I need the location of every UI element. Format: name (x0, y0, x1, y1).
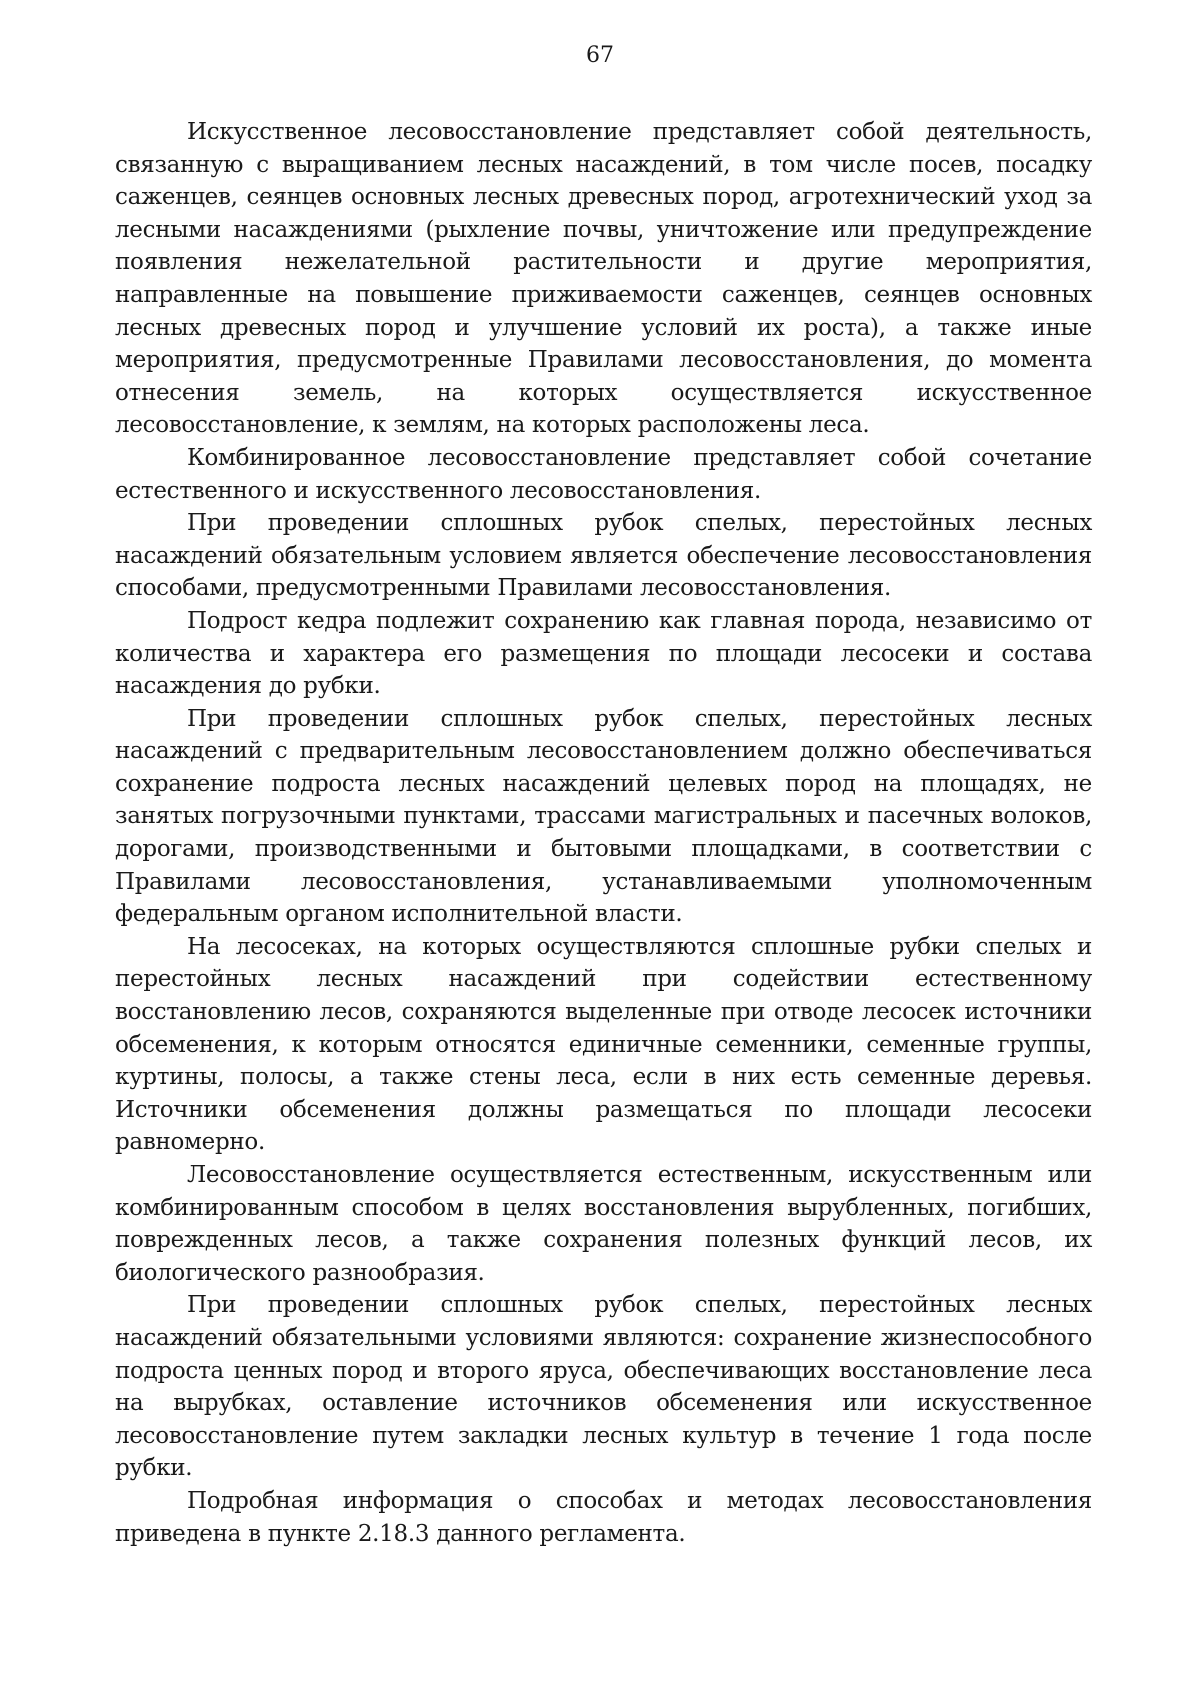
paragraph: Комбинированное лесовосстановление представляет собой сочетание естественного и искусственного лесовосстановления. (115, 444, 1092, 504)
paragraph: На лесосеках, на которых осуществляются сплошные рубки спелых и перестойных лесных насаждений при содействии естественному восстановлению лесов, сохраняются выделенные при отводе лесосек источники обсеменения, к которым относятся единичные семенники, семенные группы, куртины, полосы, а также стены леса, если в них есть семенные деревья. Источники обсеменения должны размещаться по площади лесосеки равномерно. (115, 933, 1092, 1156)
paragraph: При проведении сплошных рубок спелых, перестойных лесных насаждений с предварительным лесовосстановлением должно обеспечиваться сохранение подроста лесных насаждений целевых пород на площадях, не занятых погрузочными пунктами, трассами магистральных и пасечных волоков, дорогами, производственными и бытовыми площадками, в соответствии с Правилами лесовосстановления, устанавливаемыми уполномоченным федеральным органом исполнительной власти. (115, 705, 1092, 928)
page-number: 67 (586, 43, 614, 68)
paragraph: При проведении сплошных рубок спелых, перестойных лесных насаждений обязательными условиями являются: сохранение жизнеспособного подроста ценных пород и второго яруса, обеспечивающих восстановление леса на вырубках, оставление источников обсеменения или искусственное лесовосстановление путем закладки лесных культур в течение 1 года после рубки. (115, 1292, 1092, 1482)
paragraph: Лесовосстановление осуществляется естественным, искусственным или комбинированным способом в целях восстановления вырубленных, погибших, поврежденных лесов, а также сохранения полезных функций лесов, их биологического разнообразия. (115, 1162, 1092, 1286)
paragraph: Подрост кедра подлежит сохранению как главная порода, независимо от количества и характера его размещения по площади лесосеки и состава насаждения до рубки. (115, 607, 1092, 700)
body-text (115, 116, 1092, 1550)
paragraph: Подробная информация о способах и методах лесовосстановления приведена в пункте 2.18.3 данного регламента. (115, 1487, 1092, 1547)
paragraph: При проведении сплошных рубок спелых, перестойных лесных насаждений обязательным условием является обеспечение лесовосстановления способами, предусмотренными Правилами лесовосстановления. (115, 510, 1092, 602)
paragraph: Искусственное лесовосстановление представляет собой деятельность, связанную с выращиванием лесных насаждений, в том числе посев, посадку саженцев, сеянцев основных лесных древесных пород, агротехнический уход за лесными насаждениями (рыхление почвы, уничтожение или предупреждение появления нежелательной растительности и другие мероприятия, направленные на повышение приживаемости саженцев, сеянцев основных лесных древесных пород и улучшение условий их роста), а также иные мероприятия, предусмотренные Правилами лесовосстановления, до момента отнесения земель, на которых осуществляется искусственное лесовосстановление, к землям, на которых расположены леса. (115, 119, 1092, 439)
